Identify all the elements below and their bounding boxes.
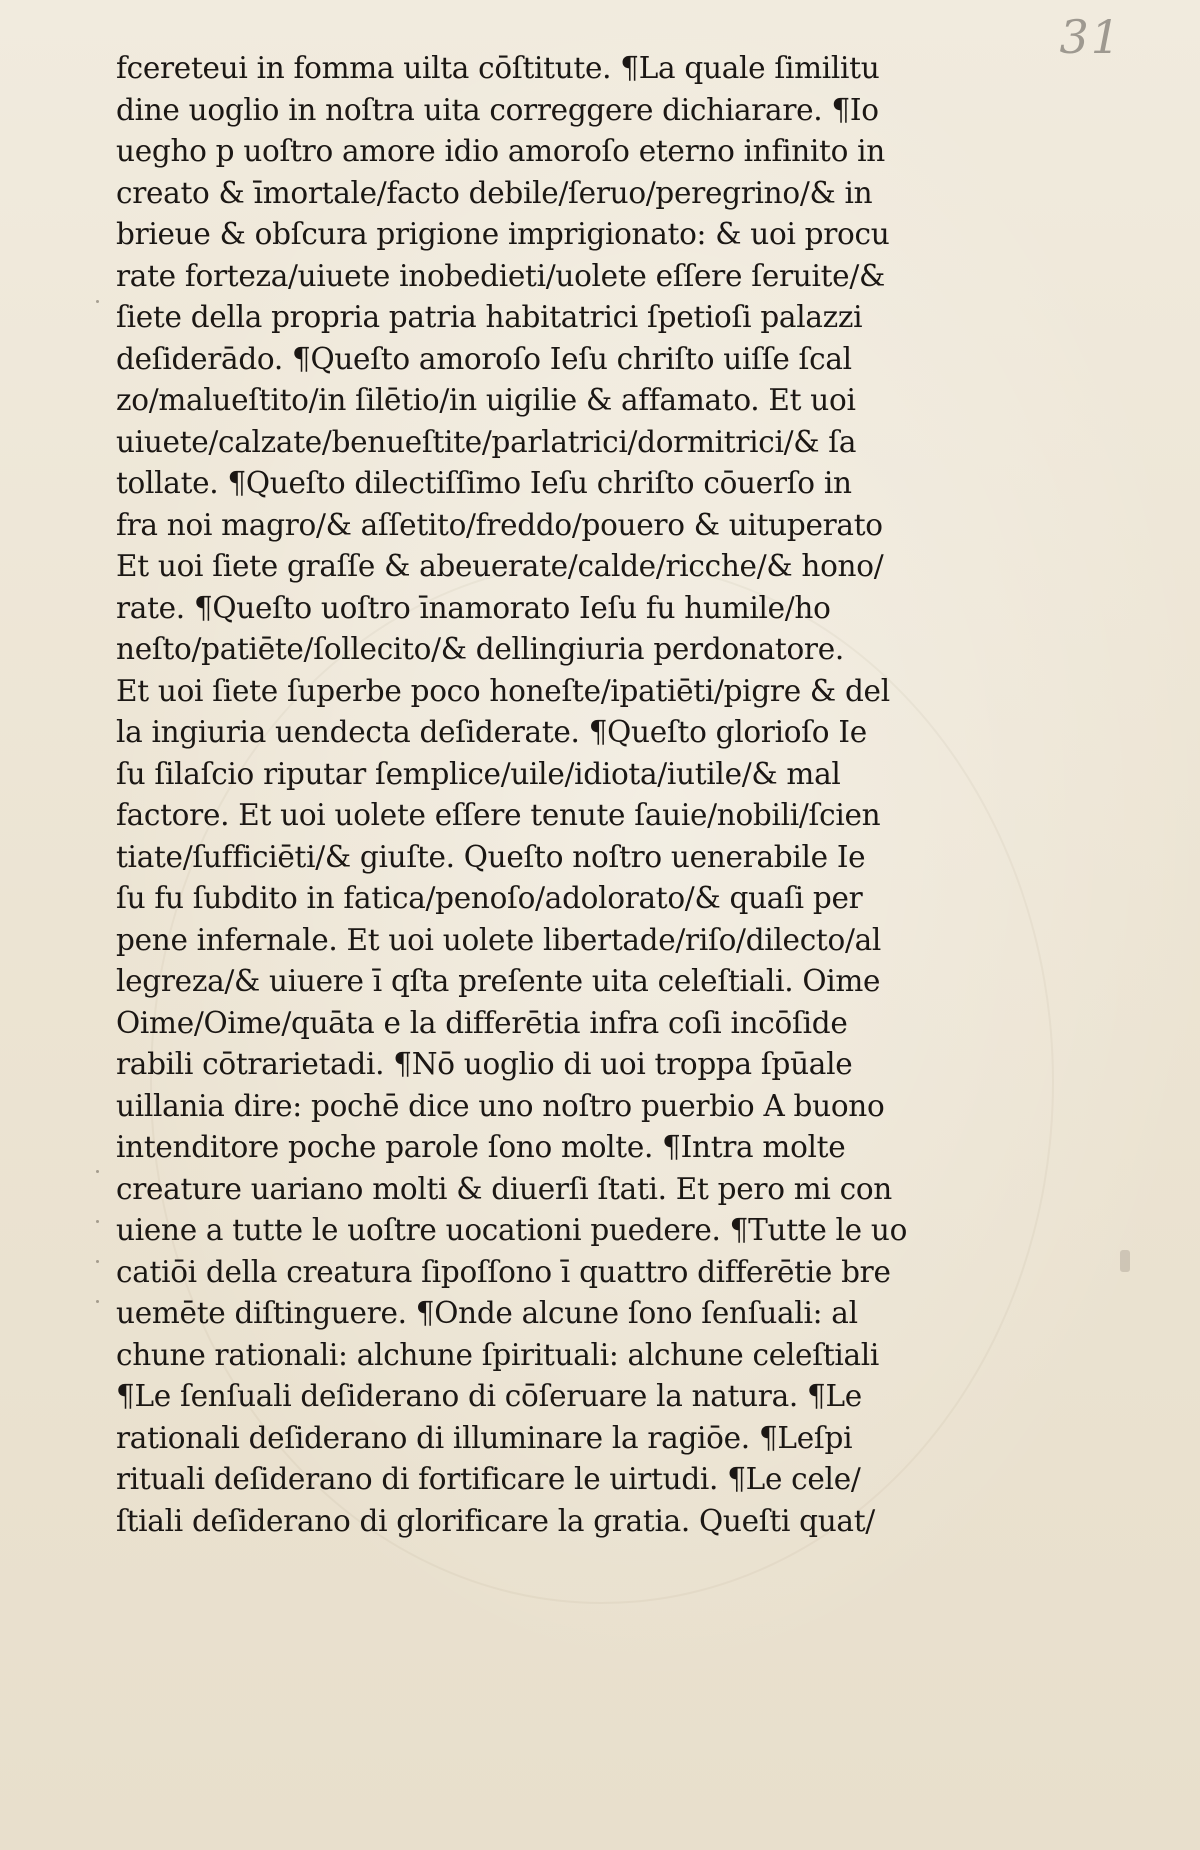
text-line: ſtiali deſiderano di glorificare la gratia. Queſti quat/ [116,1503,875,1538]
text-line: rate. ¶Queſto uoſtro īnamorato Ieſu fu humile/ho [116,590,831,625]
text-line: uegho p uoſtro amore idio amoroſo eterno infinito in [116,134,885,168]
text-line: catiōi della creatura ſipoſſono ī quattro differētie bre [116,1254,891,1289]
text-line: neſto/patiēte/ſollecito/& dellingiuria perdonatore. [116,632,844,666]
margin-marks [96,300,102,1300]
text-line: fcereteui in fomma uilta cōſtitute. ¶La quale ſimilitu [116,51,880,85]
text-line: rabili cōtrarietadi. ¶Nō uoglio di uoi troppa ſpūale [116,1047,853,1081]
text-line: ſu ſilaſcio riputar ſemplice/uile/idiota/iutile/& mal [116,756,841,791]
text-line: factore. Et uoi uolete eſſere tenute ſauie/nobili/ſcien [116,798,881,832]
text-line: rationali deſiderano di illuminare la ragiōe. ¶Leſpi [116,1420,853,1455]
folio-number: 31 [1059,10,1122,64]
text-line: ſiete della propria patria habitatrici ſpetioſi palazzi [116,300,863,334]
text-line: uemēte diſtinguere. ¶Onde alcune ſono ſenſuali: al [116,1296,858,1330]
text-line: intenditore poche parole ſono molte. ¶Intra molte [116,1130,846,1164]
text-line: uiuete/calzate/benueſtite/parlatrici/dormitrici/& ſa [116,424,857,459]
text-line: Et uoi ſiete ſuperbe poco honeſte/ipatiēti/pigre & del [116,673,890,708]
text-line: rate forteza/uiuete inobedieti/uolete eſſere ſeruite/& [116,258,885,293]
text-line: ¶Le ſenſuali deſiderano di cōſeruare la natura. ¶Le [116,1379,862,1413]
text-line: creato & īmortale/facto debile/ſeruo/peregrino/& in [116,175,873,210]
text-line: Et uoi ſiete graſſe & abeuerate/calde/ricche/& hono/ [116,549,884,583]
text-line: la ingiuria uendecta deſiderate. ¶Queſto glorioſo Ie [116,715,867,749]
text-line: legreza/& uiuere ī qſta preſente uita celeſtiali. Oime [116,964,881,998]
text-line: uiene a tutte le uoſtre uocationi puedere. ¶Tutte le uo [116,1213,908,1247]
text-line: deſiderādo. ¶Queſto amoroſo Ieſu chriſto uiſſe ſcal [116,341,852,376]
text-line: tiate/ſufficiēti/& giuſte. Queſto noſtro uenerabile Ie [116,839,866,874]
text-line: fra noi magro/& aſſetito/freddo/pouero & uituperato [116,507,883,542]
body-text [116,48,1016,1542]
text-line: tollate. ¶Queſto dilectiſſimo Ieſu chriſto cōuerſo in [116,466,852,500]
text-line: uillania dire: pochē dice uno noſtro puerbio A buono [116,1088,885,1123]
text-line: zo/malueſtito/in ſilētio/in uigilie & affamato. Et uoi [116,383,856,417]
text-line: chune rationali: alchune ſpirituali: alchune celeſtiali [116,1337,880,1372]
text-line: pene infernale. Et uoi uolete libertade/riſo/dilecto/al [116,922,882,957]
paper-stain [1120,1250,1130,1272]
text-line: rituali deſiderano di fortificare le uirtudi. ¶Le cele/ [116,1462,861,1496]
text-line: ſu fu ſubdito in fatica/penoſo/adolorato/& quaſi per [116,881,863,915]
text-line: creature uariano molti & diuerſi ſtati. Et pero mi con [116,1171,893,1206]
text-line: dine uoglio in noſtra uita correggere dichiarare. ¶Io [116,92,879,127]
text-line: Oime/Oime/quāta e la differētia infra coſi incōſide [116,1005,848,1040]
text-line: brieue & obſcura prigione imprigionato: & uoi procu [116,217,890,251]
